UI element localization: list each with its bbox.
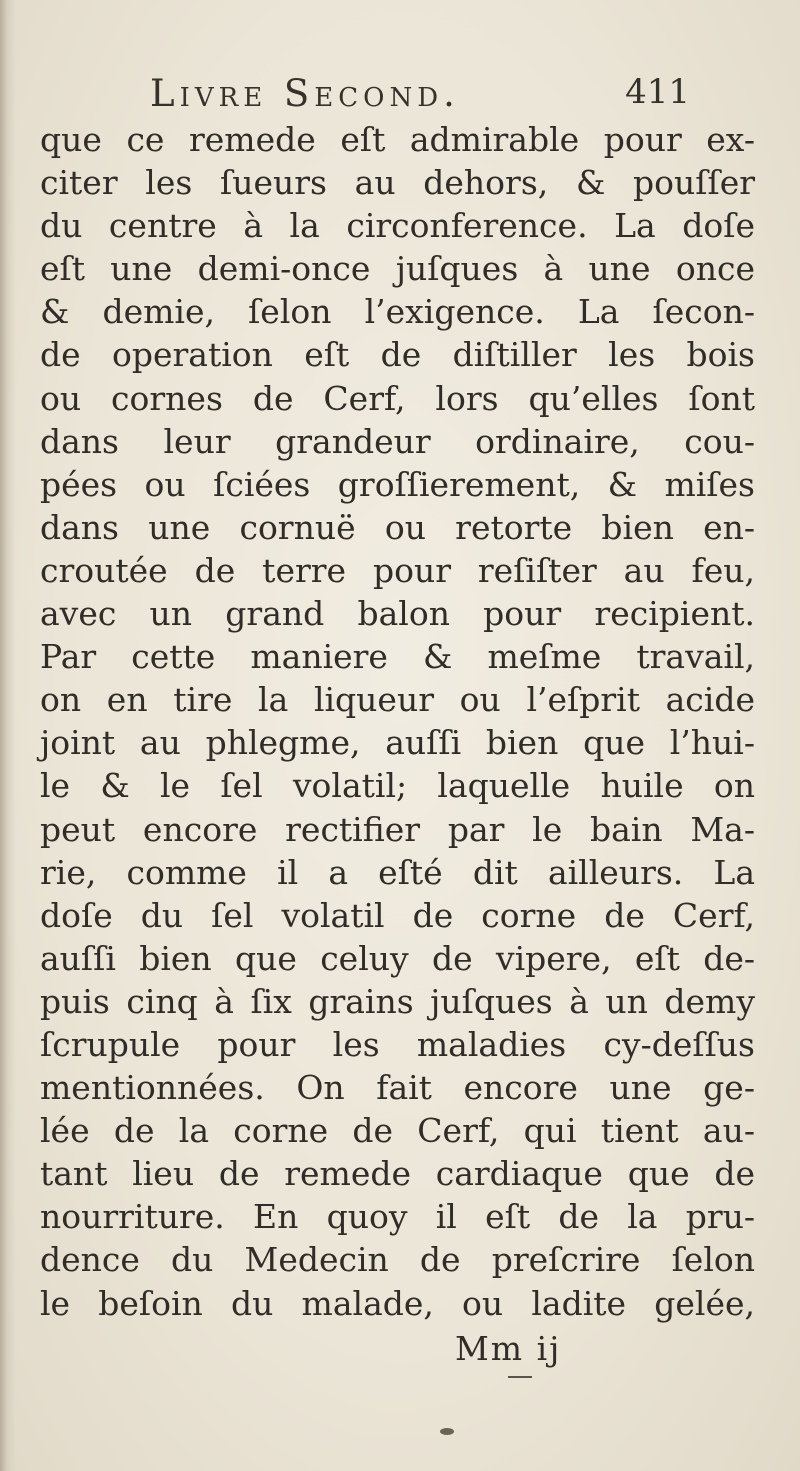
text-line: croutée de terre pour reſiſter au feu, <box>40 550 755 590</box>
text-line: & demie, ſelon l’exigence. La ſecon- <box>40 292 755 332</box>
text-line: pées ou ſciées groſſierement, & miſes <box>40 464 755 504</box>
ink-speck <box>440 1428 454 1435</box>
running-title: Livre Second. <box>150 72 460 115</box>
text-line: eſt une demi-once juſques à une once <box>40 249 755 289</box>
text-line: citer les ſueurs au dehors, & pouſſer <box>40 163 755 203</box>
text-line: nourriture. En quoy il eſt de la pru- <box>40 1197 755 1237</box>
page-gutter-shadow <box>0 0 16 1471</box>
text-line: dence du Medecin de preſcrire ſelon <box>40 1240 755 1280</box>
text-line: joint au phlegme, auſſi bien que l’hui- <box>40 723 755 763</box>
signature-underline <box>508 1376 532 1378</box>
text-line: auſſi bien que celuy de vipere, eſt de- <box>40 938 755 978</box>
signature-mark: Mm ij <box>455 1329 562 1368</box>
text-line: tant lieu de remede cardiaque que de <box>40 1154 755 1194</box>
text-line: de operation eſt de diſtiller les bois <box>40 335 755 375</box>
text-line: le beſoin du malade, ou ladite gelée, <box>40 1283 755 1323</box>
text-line: on en tire la liqueur ou l’eſprit acide <box>40 680 755 720</box>
text-line: dans une cornuë ou retorte bien en- <box>40 507 755 547</box>
page-number: 411 <box>625 72 690 112</box>
text-line: dans leur grandeur ordinaire, cou- <box>40 421 755 461</box>
body-text <box>40 118 755 1325</box>
text-line: que ce remede eſt admirable pour ex- <box>40 120 755 159</box>
text-line: lée de la corne de Cerf, qui tient au- <box>40 1111 755 1151</box>
page-header <box>150 72 690 120</box>
text-line: doſe du ſel volatil de corne de Cerf, <box>40 895 755 935</box>
text-line: ſcrupule pour les maladies cy-deſſus <box>40 1024 755 1064</box>
text-line: Par cette maniere & meſme travail, <box>40 637 755 677</box>
text-line: mentionnées. On fait encore une ge- <box>40 1068 755 1108</box>
text-line: puis cinq à ſix grains juſques à un demy <box>40 981 755 1021</box>
text-line: le & le ſel volatil; laquelle huile on <box>40 766 755 806</box>
text-line: peut encore rectifier par le bain Ma- <box>40 809 755 849</box>
text-line: rie, comme il a eſté dit ailleurs. La <box>40 852 755 892</box>
text-line: du centre à la circonference. La doſe <box>40 206 755 246</box>
text-line: avec un grand balon pour recipient. <box>40 594 755 634</box>
text-line: ou cornes de Cerf, lors qu’elles ſont <box>40 378 755 418</box>
